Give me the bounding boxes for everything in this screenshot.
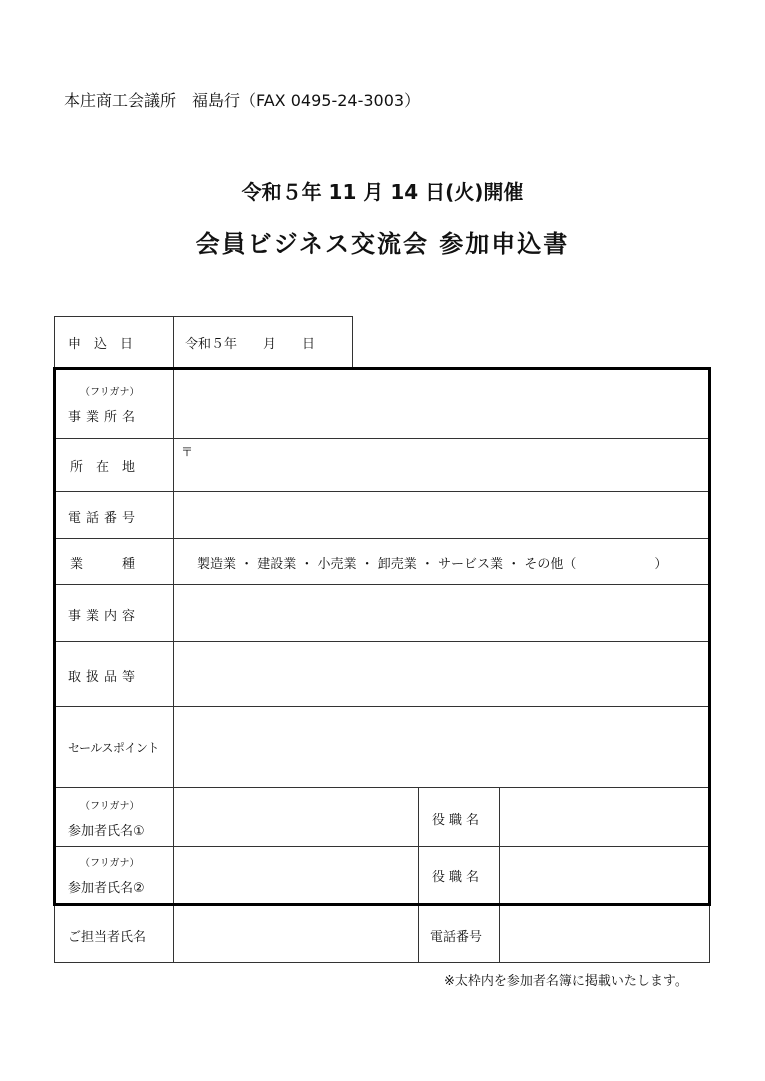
participant1-label: 参加者氏名① [68, 824, 145, 839]
business-name-furigana: （フリガナ） [80, 387, 140, 398]
participant2-label: 参加者氏名② [68, 881, 145, 896]
participant1-name-field[interactable] [176, 789, 416, 845]
event-date: 令和５年 11 月 14 日(火)開催 [241, 180, 524, 204]
phone-field[interactable] [176, 493, 706, 537]
application-date-field[interactable]: 令和５年 月 日 [185, 337, 316, 352]
contact-phone-label: 電話番号 [430, 930, 483, 945]
postal-mark: 〒 [181, 445, 194, 459]
business-content-field[interactable] [176, 586, 706, 640]
participant1-position-field[interactable] [502, 789, 706, 845]
industry-label: 業 種 [70, 557, 136, 572]
business-name-label: 事業所名 [68, 410, 141, 425]
participant2-position-field[interactable] [502, 848, 706, 902]
participant1-position-label: 役職名 [432, 813, 484, 828]
products-label: 取扱品等 [68, 670, 141, 685]
selling-point-field[interactable] [176, 708, 706, 786]
phone-label: 電話番号 [68, 511, 141, 526]
address-label: 所 在 地 [70, 460, 136, 475]
contact-person-label: ご担当者氏名 [68, 930, 147, 945]
application-date-label: 申 込 日 [68, 337, 134, 352]
business-content-label: 事業内容 [68, 609, 141, 624]
selling-point-label: セールスポイント [68, 741, 159, 755]
recipient-address: 本庄商工会議所 福島行（FAX 0495-24-3003） [64, 91, 421, 110]
participant1-furigana: （フリガナ） [80, 801, 140, 812]
business-name-field[interactable] [176, 371, 706, 437]
participant2-position-label: 役職名 [432, 870, 484, 885]
address-field[interactable] [176, 440, 706, 490]
participant2-name-field[interactable] [176, 848, 416, 902]
participant2-furigana: （フリガナ） [80, 858, 140, 869]
form-title: 会員ビジネス交流会 参加申込書 [195, 230, 570, 258]
footnote: ※太枠内を参加者名簿に掲載いたします。 [444, 974, 688, 989]
contact-person-field[interactable] [176, 908, 416, 960]
products-field[interactable] [176, 643, 706, 705]
contact-phone-field[interactable] [502, 908, 707, 960]
industry-options[interactable]: 製造業 ・ 建設業 ・ 小売業 ・ 卸売業 ・ サービス業 ・ その他（ ） [197, 557, 668, 572]
